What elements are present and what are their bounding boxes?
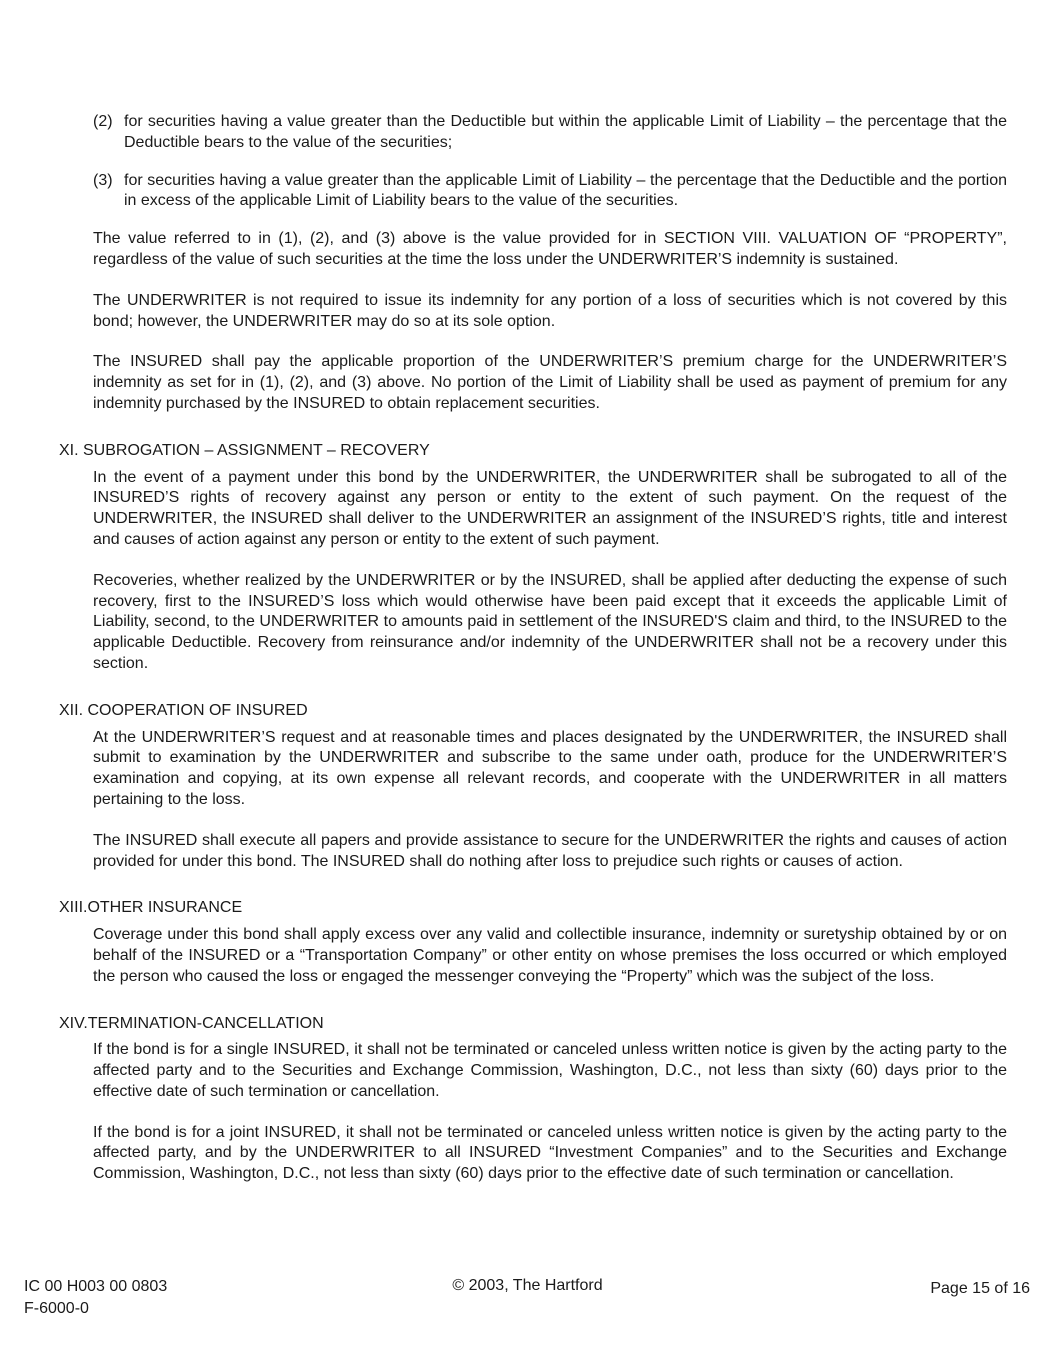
page-body — [59, 112, 1007, 1205]
section-subrogation — [59, 441, 1007, 675]
footer-copyright: © 2003, The Hartford — [452, 1277, 603, 1294]
section-heading: XII. COOPERATION OF INSURED — [59, 701, 308, 719]
list-item-text: for securities having a value greater than the Deductible but within the applicable Limit of Liability – the percentage that the Deductible bears to the value of the securities; — [124, 113, 1007, 151]
paragraph: At the UNDERWRITER’S request and at reasonable times and places designated by the UNDERWRITER, the INSURED shall submit to examination by the UNDERWRITER and subscribe to the same under oath, produce for the UNDERWRITER’S examination and copying, at its own expense all relevant records, and cooperate with the UNDERWRITER in all matters pertaining to the loss. — [93, 728, 1007, 808]
section-other-insurance — [59, 898, 1007, 987]
paragraph: If the bond is for a single INSURED, it shall not be terminated or canceled unless written notice is given by the acting party to the affected party and to the Securities and Exchange Commission, Washington, D.C., not less than sixty (60) days prior to the effective date of such termination or cancellation. — [93, 1041, 1007, 1100]
section-cooperation — [59, 701, 1007, 873]
form-code: F-6000-0 — [24, 1300, 89, 1317]
paragraph: If the bond is for a joint INSURED, it shall not be terminated or canceled unless written notice is given by the acting party to the affected party, and by the UNDERWRITER to all INSURED “Investment Companies” and to the Securities and Exchange Commission, Washington, D.C., not less than sixty (60) days prior to the effective date of such termination or cancellation. — [93, 1123, 1007, 1183]
paragraph: Recoveries, whether realized by the UNDERWRITER or by the INSURED, shall be applied after deducting the expense of such recovery, first to the INSURED’S loss which would otherwise have been paid except that it exceeds the applicable Limit of Liability, second, to the UNDERWRITER to amounts paid in settlement of the INSURED'S claim and third, to the INSURED to the applicable Deductible. Recovery from reinsurance and/or indemnity of the UNDERWRITER shall not be a recovery under this section. — [93, 571, 1007, 672]
list-item-number: (2) — [93, 113, 113, 130]
paragraph: Coverage under this bond shall apply excess over any valid and collectible insurance, indemnity or suretyship obtained by or on behalf of the INSURED or a “Transportation Company” or other entity on whose premises the loss occurred or which employed the person who caused the loss or engaged the messenger conveying the “Property” which was the subject of the loss. — [93, 926, 1007, 985]
page-number: Page 15 of 16 — [930, 1280, 1030, 1297]
paragraph: The value referred to in (1), (2), and (3) above is the value provided for in SECTION VIII. VALUATION OF “PROPERTY”, regardless of the value of such securities at the time the loss under the UNDERWRITER’S indemnity is sustained. — [93, 230, 1007, 268]
paragraph: The INSURED shall execute all papers and provide assistance to secure for the UNDERWRITER the rights and causes of action provided for under this bond. The INSURED shall do nothing after loss to prejudice such rights or causes of action. — [93, 831, 1007, 870]
section-termination — [59, 1014, 1007, 1186]
section-heading: XI. SUBROGATION – ASSIGNMENT – RECOVERY — [59, 441, 430, 459]
list-item-text: for securities having a value greater than the applicable Limit of Liability – the percentage that the Deductible and the portion in excess of the applicable Limit of Liability bears to the value of the securities. — [124, 171, 1007, 210]
paragraph: The UNDERWRITER is not required to issue its indemnity for any portion of a loss of securities which is not covered by this bond; however, the UNDERWRITER may do so at its sole option. — [93, 291, 1007, 330]
paragraph: In the event of a payment under this bond by the UNDERWRITER, the UNDERWRITER shall be subrogated to all of the INSURED’S rights of recovery against any person or entity to the extent of such payment. On the request of the UNDERWRITER, the INSURED shall deliver to the UNDERWRITER an assignment of the INSURED’S rights, title and interest and causes of action against any person or entity to the extent of such payment. — [93, 468, 1007, 548]
list-item — [59, 171, 1007, 213]
section-heading: XIV.TERMINATION-CANCELLATION — [59, 1014, 324, 1032]
list-item — [59, 112, 1007, 154]
list-item-number: (3) — [93, 171, 113, 189]
form-number: IC 00 H003 00 0803 — [24, 1278, 168, 1295]
paragraph: The INSURED shall pay the applicable proportion of the UNDERWRITER’S premium charge for the UNDERWRITER’S indemnity as set for in (1), (2), and (3) above. No portion of the Limit of Liability shall be used as payment of premium for any indemnity purchased by the INSURED to obtain replacement securities. — [93, 353, 1007, 412]
section-heading: XIII.OTHER INSURANCE — [59, 899, 243, 917]
